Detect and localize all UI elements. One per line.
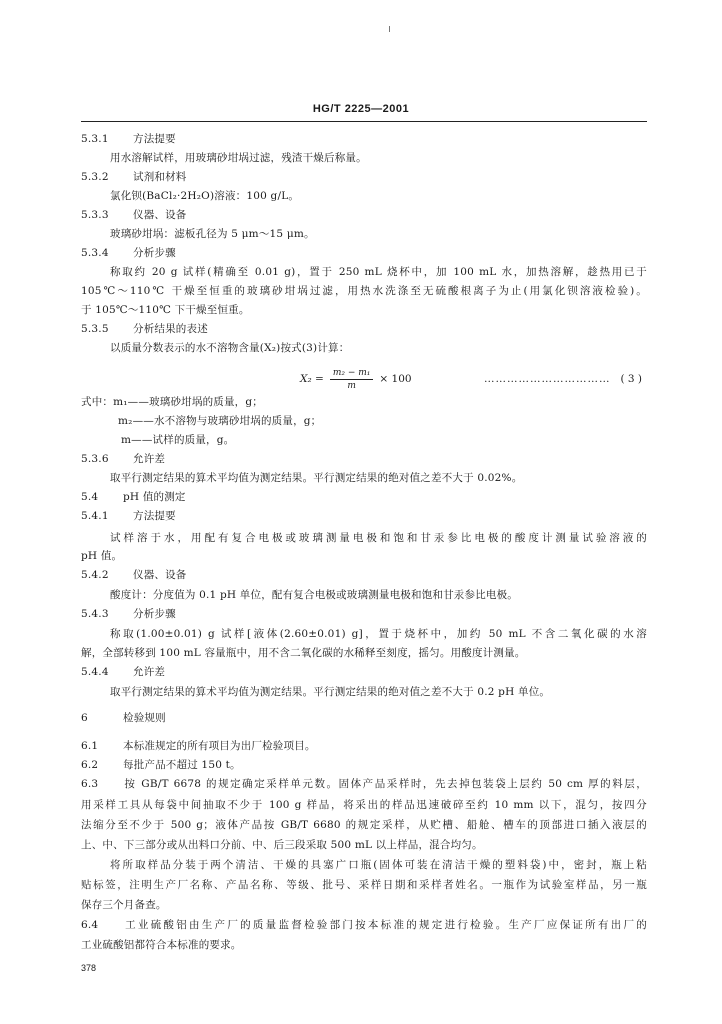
section-5-4-2-heading [81, 567, 647, 584]
clause-6-3-line: 法缩分至不少于 500 g；液体产品按 GB/T 6680 的规定采样，从贮槽、船舱、槽车的顶部进口插入液层的 [81, 819, 647, 831]
section-5-3-6-text: 取平行测定结果的算术平均值为测定结果。平行测定结果的绝对值之差不大于 0.02%。 [110, 472, 523, 484]
clause-6-4-line: 工业硫酸铝都符合本标准的要求。 [81, 939, 242, 951]
section-title: 仪器、设备 [133, 569, 187, 581]
section-5-4-3-line: 解，全部转移到 100 mL 容量瓶中，用不含二氧化碳的水稀释至刻度，摇匀。用酸度计测量。 [81, 647, 526, 659]
section-5-4-1-line: 试样溶于水，用配有复合电极或玻璃测量电极和饱和甘汞参比电极的酸度计测量试验溶液的 [110, 532, 647, 544]
formula-3 [300, 366, 412, 392]
section-number: 5.3.5 [81, 323, 109, 335]
header-rule [81, 121, 647, 122]
section-title: 分析步骤 [133, 247, 176, 259]
clause-6-3 [81, 776, 647, 793]
clause-6-3-para2-line: 将所取样品分装于两个清洁、干燥的具塞广口瓶(固体可装在清洁干燥的塑料袋)中，密封，瓶上粘 [110, 859, 647, 871]
section-5-4-4-heading [81, 664, 647, 681]
section-5-3-1-text: 用水溶解试样，用玻璃砂坩埚过滤，残渣干燥后称量。 [110, 152, 367, 164]
section-title: 仪器、设备 [133, 209, 187, 221]
clause-text: 每批产品不超过 150 t。 [123, 759, 241, 771]
clause-6-4 [81, 917, 647, 934]
section-title: 允许差 [133, 453, 166, 465]
section-title: 分析步骤 [133, 608, 176, 620]
where-item: m₁——玻璃砂坩埚的质量，g； [113, 396, 263, 408]
section-number: 5.4.1 [81, 510, 109, 522]
section-number: 5.3.6 [81, 453, 109, 465]
section-5-3-5-heading [81, 321, 647, 338]
formula-intro: 以质量分数表示的水不溶物含量(X₂)按式(3)计算： [110, 342, 350, 354]
formula-lhs: X₂ = [300, 373, 324, 385]
formula-denominator: m [347, 380, 356, 391]
section-number: 5.4 [81, 491, 99, 503]
where-item: m₂——水不溶物与玻璃砂坩埚的质量，g； [118, 415, 322, 427]
section-number: 6 [81, 712, 88, 724]
section-5-4-1-heading [81, 508, 647, 525]
section-number: 5.3.3 [81, 209, 109, 221]
clause-number: 6.4 [81, 919, 99, 931]
section-title: pH 值的测定 [123, 491, 186, 503]
section-5-3-4-line: 称取约 20 g 试样(精确至 0.01 g)，置于 250 mL 烧杯中，加 100 mL 水，加热溶解，趁热用已于 [110, 266, 647, 278]
section-5-4-4-text: 取平行测定结果的算术平均值为测定结果。平行测定结果的绝对值之差不大于 0.2 pH 单位。 [110, 686, 551, 698]
clause-6-3-line: 上、中、下三部分或从出料口分前、中、后三段采取 500 mL 以上样品，混合均匀。 [81, 839, 483, 851]
equation-number: ( 3 ) [620, 373, 642, 385]
clause-6-2 [81, 757, 647, 774]
section-5-3-3-text: 玻璃砂坩埚：滤板孔径为 5 μm～15 μm。 [110, 228, 315, 240]
section-number: 5.3.4 [81, 247, 109, 259]
section-title: 分析结果的表述 [133, 323, 208, 335]
section-number: 5.3.1 [81, 133, 109, 145]
leader-dots: …………………………… [484, 373, 611, 385]
where-item: m——试样的质量，g。 [121, 434, 235, 446]
standard-code-header: HG/T 2225—2001 [312, 103, 410, 115]
clause-number: 6.3 [81, 778, 99, 790]
equation-number-row [484, 373, 642, 385]
section-5-3-2-text: 氯化钡(BaCl₂·2H₂O)溶液：100 g/L。 [110, 190, 300, 202]
section-number: 5.4.2 [81, 569, 109, 581]
section-6-heading [81, 710, 647, 727]
section-5-3-6-heading [81, 451, 647, 468]
clause-text: 工业硫酸铝由生产厂的质量监督检验部门按本标准的规定进行检验。生产厂应保证所有出厂的 [123, 919, 647, 931]
clause-6-1 [81, 738, 647, 755]
formula-fraction [330, 368, 374, 391]
clause-6-3-line: 用采样工具从每袋中间抽取不少于 100 g 样品，将采出的样品迅速破碎至约 10 mm 以下，混匀，按四分 [81, 799, 647, 811]
page-number: 378 [81, 963, 97, 973]
section-5-3-4-line: 105℃～110℃ 干燥至恒重的玻璃砂坩埚过滤，用热水洗涤至无硫酸根离子为止(用氯化钡溶液检验)。 [81, 285, 647, 297]
section-number: 5.4.3 [81, 608, 109, 620]
clause-text: 按 GB/T 6678 的规定确定采样单元数。固体产品采样时，先去掉包装袋上层约 50 cm 厚的料层， [123, 778, 647, 790]
section-title: 检验规则 [123, 712, 166, 724]
section-5-3-2-heading [81, 169, 647, 186]
where-line [81, 394, 647, 411]
formula-tail: × 100 [379, 373, 412, 385]
section-5-4-3-line: 称取(1.00±0.01) g 试样[液体(2.60±0.01) g]，置于烧杯中，加约 50 mL 不含二氧化碳的水溶 [110, 628, 647, 640]
scan-artifact [389, 26, 390, 32]
section-number: 5.3.2 [81, 171, 109, 183]
clause-number: 6.2 [81, 759, 99, 771]
section-5-3-4-line: 于 105℃～110℃ 下干燥至恒重。 [81, 304, 250, 316]
section-title: 方法提要 [133, 510, 176, 522]
section-5-3-3-heading [81, 207, 647, 224]
section-5-4-3-heading [81, 606, 647, 623]
section-title: 允许差 [133, 666, 166, 678]
section-title: 方法提要 [133, 133, 176, 145]
section-5-3-4-heading [81, 245, 647, 262]
where-label: 式中： [81, 396, 114, 408]
clause-6-3-para2-line: 保存三个月备查。 [81, 899, 167, 911]
clause-6-3-para2-line: 贴标签，注明生产厂名称、产品名称、等级、批号、采样日期和采样者姓名。一瓶作为试验室样品，另一瓶 [81, 879, 647, 891]
section-5-4-1-line: pH 值。 [81, 550, 123, 562]
section-title: 试剂和材料 [133, 171, 187, 183]
section-5-3-1-heading [81, 131, 647, 148]
section-number: 5.4.4 [81, 666, 109, 678]
section-5-4-heading [81, 489, 647, 506]
clause-number: 6.1 [81, 740, 99, 752]
formula-numerator: m₂ − m₁ [332, 367, 371, 378]
clause-text: 本标准规定的所有项目为出厂检验项目。 [123, 740, 316, 752]
section-5-4-2-text: 酸度计：分度值为 0.1 pH 单位，配有复合电极或玻璃测量电极和饱和甘汞参比电极。 [110, 589, 518, 601]
